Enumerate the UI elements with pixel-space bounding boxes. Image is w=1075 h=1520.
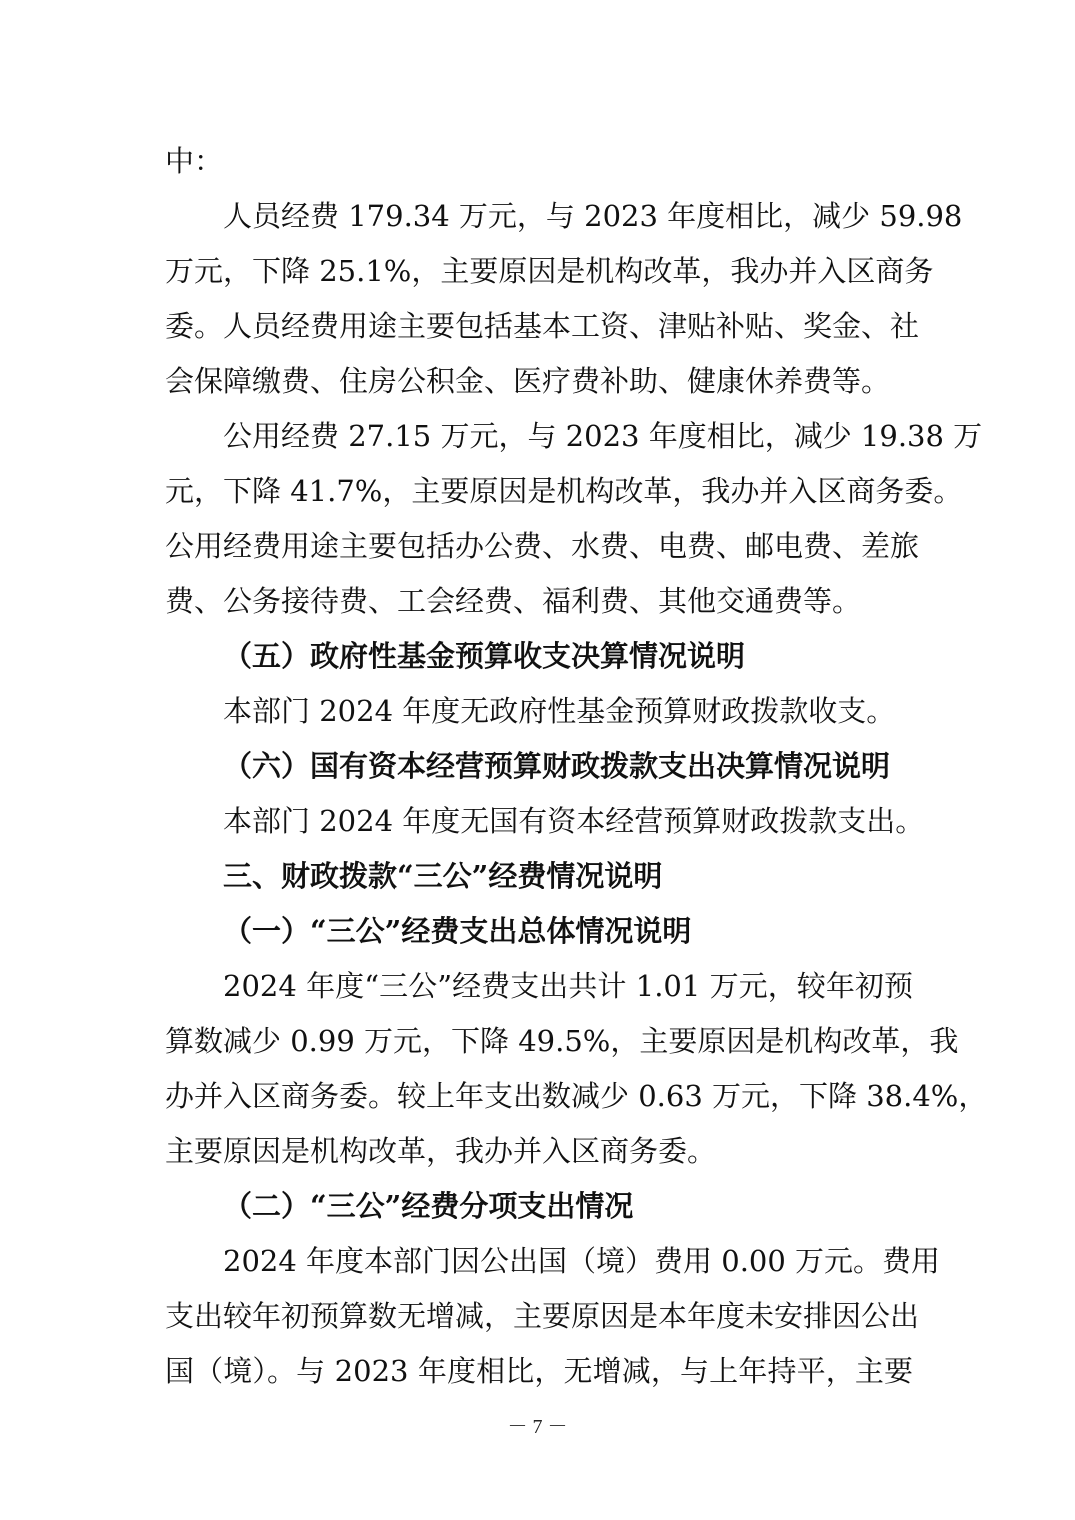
section-heading: （二）“三公”经费分项支出情况	[223, 1189, 634, 1223]
paragraph-line: 中：	[165, 144, 224, 178]
paragraph-line: 费、公务接待费、工会经费、福利费、其他交通费等。	[165, 584, 862, 618]
page-number: － 7 －	[507, 1416, 568, 1438]
paragraph-line: 人员经费 179.34 万元，与 2023 年度相比，减少 59.98	[223, 199, 963, 233]
paragraph-line: 支出较年初预算数无增减，主要原因是本年度未安排因公出	[165, 1299, 920, 1333]
paragraph-line: 元，下降 41.7%，主要原因是机构改革，我办并入区商务委。	[165, 474, 963, 508]
paragraph-line: 公用经费用途主要包括办公费、水费、电费、邮电费、差旅	[165, 529, 920, 563]
paragraph-line: 委。人员经费用途主要包括基本工资、津贴补贴、奖金、社	[165, 309, 920, 343]
paragraph-line: 主要原因是机构改革，我办并入区商务委。	[165, 1134, 717, 1168]
section-heading: （六）国有资本经营预算财政拨款支出决算情况说明	[223, 749, 891, 783]
paragraph-line: 办并入区商务委。较上年支出数减少 0.63 万元，下降 38.4%，	[165, 1079, 988, 1113]
chapter-heading: 三、财政拨款“三公”经费情况说明	[223, 859, 663, 893]
paragraph-line: 国（境）。与 2023 年度相比，无增减，与上年持平，主要	[165, 1354, 913, 1388]
paragraph-line: 2024 年度“三公”经费支出共计 1.01 万元，较年初预	[223, 969, 913, 1003]
paragraph-line: 本部门 2024 年度无政府性基金预算财政拨款收支。	[223, 694, 896, 728]
paragraph-line: 公用经费 27.15 万元，与 2023 年度相比，减少 19.38 万	[223, 419, 983, 453]
paragraph-line: 万元，下降 25.1%，主要原因是机构改革，我办并入区商务	[165, 254, 934, 288]
paragraph-line: 会保障缴费、住房公积金、医疗费补助、健康休养费等。	[165, 364, 891, 398]
section-heading: （五）政府性基金预算收支决算情况说明	[223, 639, 746, 673]
paragraph-line: 本部门 2024 年度无国有资本经营预算财政拨款支出。	[223, 804, 925, 838]
document-body	[165, 134, 988, 1399]
section-heading: （一）“三公”经费支出总体情况说明	[223, 914, 692, 948]
paragraph-line: 2024 年度本部门因公出国（境）费用 0.00 万元。费用	[223, 1244, 941, 1278]
paragraph-line: 算数减少 0.99 万元，下降 49.5%，主要原因是机构改革，我	[165, 1024, 959, 1058]
